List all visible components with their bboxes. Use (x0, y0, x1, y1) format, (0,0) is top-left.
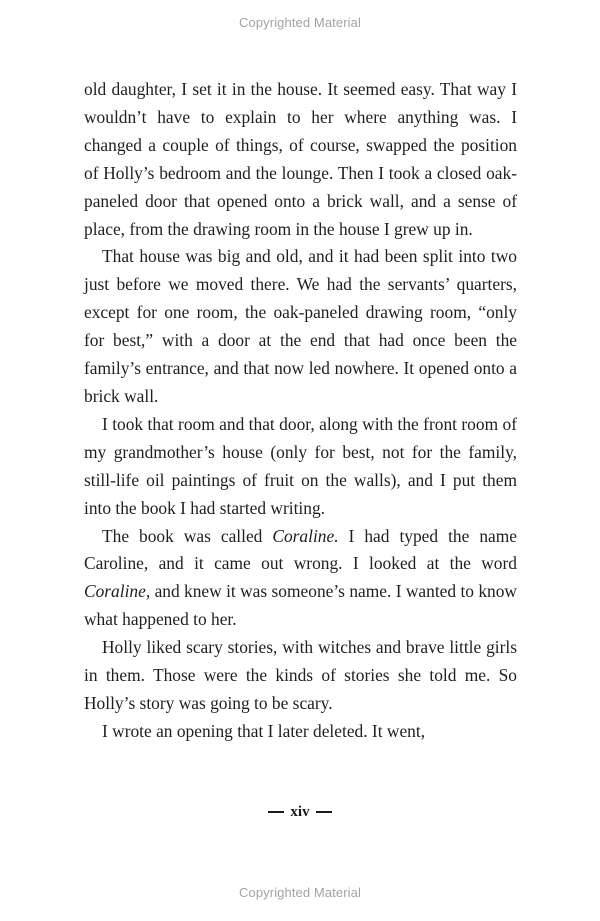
folio-dash-right (316, 811, 332, 813)
page-number (0, 804, 600, 821)
folio-dash-left (268, 811, 284, 813)
body-text (84, 76, 517, 746)
paragraph-1: old daughter, I set it in the house. It seemed easy. That way I wouldn’t have to explain to her where anything was. I changed a couple of things, of course, swapped the position of Holly’s bedroom and the lounge. Then I took a closed oak-paneled door that opened onto a brick wall, and a sense of place, from the drawing room in the house I grew up in. (84, 79, 517, 239)
paragraph-4-part-c: , and knew it was someone’s name. I wanted to know what happened to her. (84, 581, 517, 630)
paragraph-3: I took that room and that door, along with the front room of my grandmother’s house (only for best, not for the family, still-life oil paintings of fruit on the walls), and I put them into the book I had started writing. (84, 413, 517, 518)
paragraph-4-part-b: I had typed the name Caroline, and it came out wrong. I looked at the word (84, 525, 517, 574)
copyright-watermark-top: Copyrighted Material (239, 15, 361, 30)
page-number-label: xiv (290, 804, 310, 820)
copyright-watermark-bottom: Copyrighted Material (239, 885, 361, 900)
word-coraline: Coraline (84, 581, 146, 602)
book-title-coraline: Coraline. (272, 525, 339, 546)
paragraph-4 (84, 523, 517, 635)
paragraph-5: Holly liked scary stories, with witches and brave little girls in them. Those were the kinds of stories she told me. So Holly’s story was going to be scary. (84, 637, 517, 713)
paragraph-2: That house was big and old, and it had been split into two just before we moved there. We had the servants’ quarters, except for one room, the oak-paneled drawing room, “only for best,” with a door at the end that had once been the family’s entrance, and that now led nowhere. It opened onto a brick wall. (84, 246, 517, 406)
paragraph-4-part-a: The book was called (102, 525, 273, 546)
paragraph-6: I wrote an opening that I later deleted. It went, (102, 720, 426, 741)
